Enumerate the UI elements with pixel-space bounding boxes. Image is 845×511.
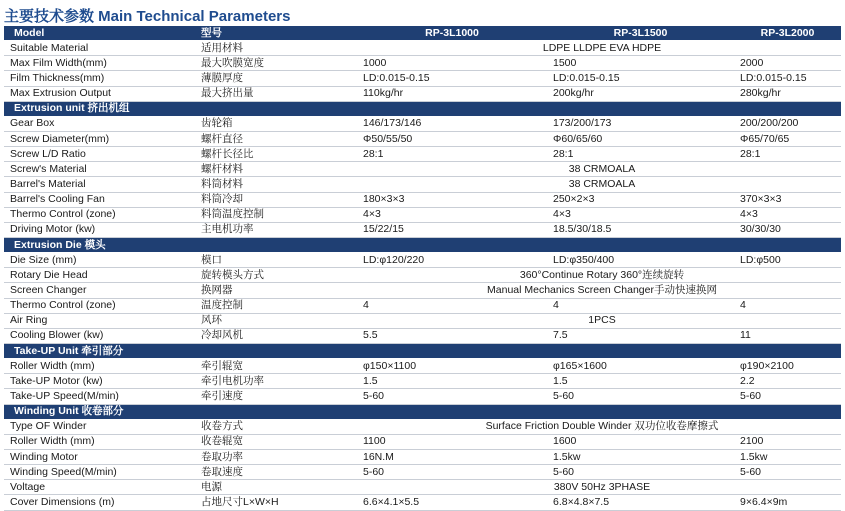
section-title: Take-UP Unit 牵引部分 bbox=[4, 343, 841, 358]
param-name-en: Winding Speed(M/min) bbox=[4, 465, 195, 480]
param-name-cn: 最大吹膜宽度 bbox=[195, 56, 357, 71]
table-row bbox=[4, 495, 841, 510]
param-value-all-models: 38 CRMOALA bbox=[357, 162, 841, 177]
section-title: Extrusion Die 模头 bbox=[4, 237, 841, 252]
param-name-cn: 料筒材料 bbox=[195, 177, 357, 192]
param-name-cn: 模口 bbox=[195, 253, 357, 268]
param-name-cn: 风环 bbox=[195, 313, 357, 328]
param-value-model-2: Φ60/65/60 bbox=[547, 131, 734, 146]
param-name-en: Film Thickness(mm) bbox=[4, 71, 195, 86]
param-name-en: Screw's Material bbox=[4, 162, 195, 177]
param-name-en: Screw L/D Ratio bbox=[4, 147, 195, 162]
param-name-en: Cover Dimensions (m) bbox=[4, 495, 195, 510]
param-name-cn: 牵引辊宽 bbox=[195, 359, 357, 374]
param-value-all-models: 380V 50Hz 3PHASE bbox=[357, 480, 841, 495]
header-model-3: RP-3L2000 bbox=[734, 26, 841, 41]
table-row bbox=[4, 56, 841, 71]
section-header-row bbox=[4, 101, 841, 116]
param-name-cn: 占地尺寸L×W×H bbox=[195, 495, 357, 510]
param-value-model-2: 250×2×3 bbox=[547, 192, 734, 207]
param-value-all-models: Surface Friction Double Winder 双功位收卷摩擦式 bbox=[357, 419, 841, 434]
param-value-model-2: φ165×1600 bbox=[547, 359, 734, 374]
technical-parameters-table bbox=[4, 26, 841, 511]
param-value-all-models: 38 CRMOALA bbox=[357, 177, 841, 192]
param-name-en: Voltage bbox=[4, 480, 195, 495]
param-name-cn: 冷却风机 bbox=[195, 328, 357, 343]
param-value-all-models: Manual Mechanics Screen Changer手动快速换网 bbox=[357, 283, 841, 298]
param-value-model-1: 16N.M bbox=[357, 449, 547, 464]
table-header-row bbox=[4, 26, 841, 41]
param-name-en: Take-UP Speed(M/min) bbox=[4, 389, 195, 404]
param-value-model-3: 280kg/hr bbox=[734, 86, 841, 101]
param-name-cn: 卷取功率 bbox=[195, 449, 357, 464]
param-value-model-2: 18.5/30/18.5 bbox=[547, 222, 734, 237]
param-name-en: Take-UP Motor (kw) bbox=[4, 374, 195, 389]
param-value-model-3: 5-60 bbox=[734, 465, 841, 480]
param-name-en: Driving Motor (kw) bbox=[4, 222, 195, 237]
param-name-cn: 收卷方式 bbox=[195, 419, 357, 434]
param-value-model-1: 110kg/hr bbox=[357, 86, 547, 101]
param-name-en: Type OF Winder bbox=[4, 419, 195, 434]
table-row bbox=[4, 389, 841, 404]
param-name-cn: 卷取速度 bbox=[195, 465, 357, 480]
table-row bbox=[4, 374, 841, 389]
param-value-model-3: 2000 bbox=[734, 56, 841, 71]
param-value-model-2: 6.8×4.8×7.5 bbox=[547, 495, 734, 510]
table-row bbox=[4, 465, 841, 480]
param-name-cn: 薄膜厚度 bbox=[195, 71, 357, 86]
param-value-model-3: 1.5kw bbox=[734, 449, 841, 464]
param-value-model-1: LD:φ120/220 bbox=[357, 253, 547, 268]
param-name-cn: 齿轮箱 bbox=[195, 116, 357, 131]
param-value-model-2: 1500 bbox=[547, 56, 734, 71]
param-name-en: Thermo Control (zone) bbox=[4, 298, 195, 313]
table-row bbox=[4, 313, 841, 328]
param-name-cn: 螺杆材料 bbox=[195, 162, 357, 177]
table-row bbox=[4, 253, 841, 268]
param-value-model-2: 7.5 bbox=[547, 328, 734, 343]
section-title: Winding Unit 收卷部分 bbox=[4, 404, 841, 419]
header-model-2: RP-3L1500 bbox=[547, 26, 734, 41]
table-row bbox=[4, 147, 841, 162]
table-row bbox=[4, 359, 841, 374]
param-name-en: Winding Motor bbox=[4, 449, 195, 464]
table-row bbox=[4, 328, 841, 343]
table-row bbox=[4, 480, 841, 495]
param-value-model-1: 4×3 bbox=[357, 207, 547, 222]
param-name-en: Screen Changer bbox=[4, 283, 195, 298]
param-value-model-1: 28:1 bbox=[357, 147, 547, 162]
param-value-model-3: 11 bbox=[734, 328, 841, 343]
param-value-model-2: 200kg/hr bbox=[547, 86, 734, 101]
param-name-cn: 螺杆直径 bbox=[195, 131, 357, 146]
table-row bbox=[4, 222, 841, 237]
param-name-en: Max Film Width(mm) bbox=[4, 56, 195, 71]
param-value-model-2: LD:φ350/400 bbox=[547, 253, 734, 268]
table-row bbox=[4, 268, 841, 283]
param-value-model-1: 15/22/15 bbox=[357, 222, 547, 237]
param-value-model-2: 4 bbox=[547, 298, 734, 313]
table-row bbox=[4, 449, 841, 464]
param-value-model-3: φ190×2100 bbox=[734, 359, 841, 374]
table-row bbox=[4, 177, 841, 192]
param-value-model-2: 4×3 bbox=[547, 207, 734, 222]
param-value-model-2: 28:1 bbox=[547, 147, 734, 162]
param-name-en: Roller Width (mm) bbox=[4, 359, 195, 374]
param-value-model-2: 1.5kw bbox=[547, 449, 734, 464]
param-name-en: Barrel's Material bbox=[4, 177, 195, 192]
param-name-en: Screw Diameter(mm) bbox=[4, 131, 195, 146]
param-name-en: Die Size (mm) bbox=[4, 253, 195, 268]
param-name-cn: 牵引速度 bbox=[195, 389, 357, 404]
param-value-model-1: 5-60 bbox=[357, 465, 547, 480]
param-value-model-2: 5-60 bbox=[547, 389, 734, 404]
param-value-model-3: LD:0.015-0.15 bbox=[734, 71, 841, 86]
param-name-en: Roller Width (mm) bbox=[4, 434, 195, 449]
param-name-cn: 电源 bbox=[195, 480, 357, 495]
table-row bbox=[4, 207, 841, 222]
param-value-model-2: 5-60 bbox=[547, 465, 734, 480]
param-name-en: Thermo Control (zone) bbox=[4, 207, 195, 222]
table-row bbox=[4, 162, 841, 177]
param-value-all-models: LDPE LLDPE EVA HDPE bbox=[357, 41, 841, 56]
param-value-model-1: 4 bbox=[357, 298, 547, 313]
header-model-1: RP-3L1000 bbox=[357, 26, 547, 41]
table-row bbox=[4, 41, 841, 56]
param-value-model-3: 2.2 bbox=[734, 374, 841, 389]
param-value-model-1: 180×3×3 bbox=[357, 192, 547, 207]
param-value-model-1: 5-60 bbox=[357, 389, 547, 404]
table-row bbox=[4, 434, 841, 449]
param-name-cn: 牵引电机功率 bbox=[195, 374, 357, 389]
param-name-cn: 适用材料 bbox=[195, 41, 357, 56]
param-value-model-3: Φ65/70/65 bbox=[734, 131, 841, 146]
param-value-model-1: 1000 bbox=[357, 56, 547, 71]
table-row bbox=[4, 116, 841, 131]
table-row bbox=[4, 298, 841, 313]
param-value-model-2: LD:0.015-0.15 bbox=[547, 71, 734, 86]
param-value-model-3: 30/30/30 bbox=[734, 222, 841, 237]
param-name-en: Suitable Material bbox=[4, 41, 195, 56]
param-name-cn: 料筒冷却 bbox=[195, 192, 357, 207]
param-value-model-3: 370×3×3 bbox=[734, 192, 841, 207]
param-value-model-3: 4×3 bbox=[734, 207, 841, 222]
table-row bbox=[4, 71, 841, 86]
param-name-cn: 螺杆长径比 bbox=[195, 147, 357, 162]
param-name-en: Cooling Blower (kw) bbox=[4, 328, 195, 343]
param-value-model-3: 2100 bbox=[734, 434, 841, 449]
param-value-model-3: 28:1 bbox=[734, 147, 841, 162]
table-row bbox=[4, 131, 841, 146]
table-row bbox=[4, 86, 841, 101]
param-name-cn: 旋转模头方式 bbox=[195, 268, 357, 283]
param-name-cn: 温度控制 bbox=[195, 298, 357, 313]
param-value-model-1: Φ50/55/50 bbox=[357, 131, 547, 146]
param-name-en: Gear Box bbox=[4, 116, 195, 131]
param-value-model-3: 4 bbox=[734, 298, 841, 313]
param-value-model-1: 6.6×4.1×5.5 bbox=[357, 495, 547, 510]
param-value-model-2: 173/200/173 bbox=[547, 116, 734, 131]
section-header-row bbox=[4, 404, 841, 419]
param-name-cn: 料筒温度控制 bbox=[195, 207, 357, 222]
param-name-cn: 主电机功率 bbox=[195, 222, 357, 237]
param-value-model-1: LD:0.015-0.15 bbox=[357, 71, 547, 86]
param-value-model-2: 1600 bbox=[547, 434, 734, 449]
param-value-model-2: 1.5 bbox=[547, 374, 734, 389]
param-value-model-3: 200/200/200 bbox=[734, 116, 841, 131]
header-model-label-cn: 型号 bbox=[195, 26, 357, 41]
param-name-cn: 收卷辊宽 bbox=[195, 434, 357, 449]
param-value-model-3: 9×6.4×9m bbox=[734, 495, 841, 510]
param-value-model-1: φ150×1100 bbox=[357, 359, 547, 374]
table-row bbox=[4, 192, 841, 207]
table-row bbox=[4, 283, 841, 298]
header-model-label: Model bbox=[4, 26, 195, 41]
param-name-cn: 最大挤出量 bbox=[195, 86, 357, 101]
section-header-row bbox=[4, 343, 841, 358]
param-value-model-1: 1100 bbox=[357, 434, 547, 449]
param-name-en: Rotary Die Head bbox=[4, 268, 195, 283]
table-row bbox=[4, 419, 841, 434]
param-name-en: Air Ring bbox=[4, 313, 195, 328]
param-value-all-models: 1PCS bbox=[357, 313, 841, 328]
section-title: Extrusion unit 挤出机组 bbox=[4, 101, 841, 116]
param-value-model-3: 5-60 bbox=[734, 389, 841, 404]
section-header-row bbox=[4, 237, 841, 252]
param-value-model-3: LD:φ500 bbox=[734, 253, 841, 268]
param-value-all-models: 360°Continue Rotary 360°连续旋转 bbox=[357, 268, 841, 283]
param-name-cn: 换网器 bbox=[195, 283, 357, 298]
param-name-en: Barrel's Cooling Fan bbox=[4, 192, 195, 207]
param-value-model-1: 1.5 bbox=[357, 374, 547, 389]
param-value-model-1: 146/173/146 bbox=[357, 116, 547, 131]
param-name-en: Max Extrusion Output bbox=[4, 86, 195, 101]
param-value-model-1: 5.5 bbox=[357, 328, 547, 343]
page-title: 主要技术参数 Main Technical Parameters bbox=[4, 8, 291, 25]
